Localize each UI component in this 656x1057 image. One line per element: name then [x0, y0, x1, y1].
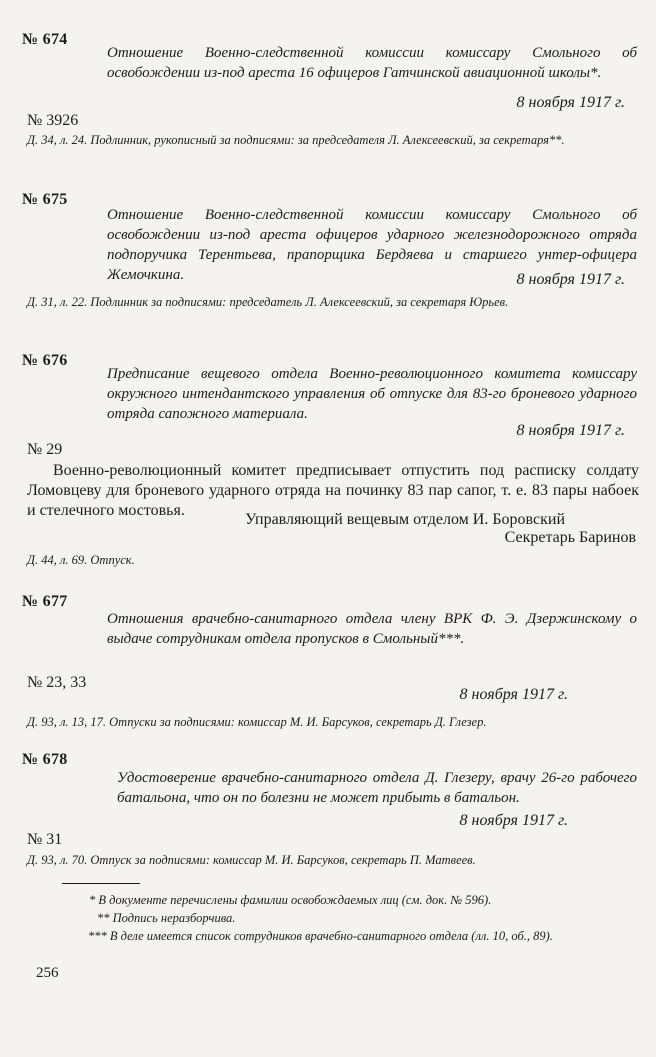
doc-674-outgoing-number: № 3926 [27, 112, 79, 129]
page-number: 256 [36, 965, 59, 981]
footnote-divider [62, 883, 140, 884]
doc-676-signature-secretary: Секретарь Баринов [504, 529, 636, 546]
doc-676-outgoing-number: № 29 [27, 441, 63, 458]
doc-675-date: 8 ноября 1917 г. [516, 271, 625, 288]
doc-675-archive-note: Д. 31, л. 22. Подлинник за подписями: председатель Л. Алексеевский, за секретаря Юрьев. [27, 295, 509, 309]
footnote-2: ** Подпись неразборчива. [97, 911, 236, 925]
doc-678-title: Удостоверение врачебно-санитарного отдела Д. Глезеру, врачу 26-го рабочего батальона, что он по болезни не может прибыть в батальон. [117, 770, 637, 806]
doc-678-archive-note: Д. 93, л. 70. Отпуск за подписями: комиссар М. И. Барсуков, секретарь П. Матвеев. [27, 853, 476, 867]
doc-674-date: 8 ноября 1917 г. [516, 94, 625, 111]
doc-678-date: 8 ноября 1917 г. [459, 812, 568, 829]
doc-678-number: № 678 [22, 751, 68, 768]
doc-677-title: Отношения врачебно-санитарного отдела члену ВРК Ф. Э. Дзержинскому о выдаче сотрудникам отдела пропусков в Смольный***. [107, 611, 637, 647]
doc-677-number: № 677 [22, 593, 68, 610]
doc-674-archive-note: Д. 34, л. 24. Подлинник, рукописный за подписями: за председателя Л. Алексеевский, за секретаря**. [27, 133, 565, 147]
doc-676-archive-note: Д. 44, л. 69. Отпуск. [27, 553, 135, 567]
doc-675-number: № 675 [22, 191, 68, 208]
doc-676-body-text: Военно-революционный комитет предписывает отпустить под расписку солдату Ломовцеву для броневого ударного отряда на починку 83 пар сапог, т. е. 83 пары набоек и стелечного мостовья. [27, 462, 639, 519]
doc-676-signature-manager: Управляющий вещевым отделом И. Боровский [245, 511, 565, 528]
doc-675-title: Отношение Военно-следственной комиссии комиссару Смольного об освобождении из-под ареста офицеров ударного железнодорожного отряда подпоручика Терентьева, прапорщика Бердяева и старшего унтер-офицера Жемочкина. [107, 207, 637, 283]
doc-674-title: Отношение Военно-следственной комиссии комиссару Смольного об освобождении из-под ареста 16 офицеров Гатчинской авиационной школы*. [107, 45, 637, 81]
footnote-3: *** В деле имеется список сотрудников врачебно-санитарного отдела (лл. 10, об., 89). [88, 929, 553, 943]
doc-676-number: № 676 [22, 352, 68, 369]
doc-676-title: Предписание вещевого отдела Военно-революционного комитета комиссару окружного интендантского управления об отпуске для 83-го броневого ударного отряда сапожного материала. [107, 366, 637, 422]
doc-677-archive-note: Д. 93, л. 13, 17. Отпуски за подписями: комиссар М. И. Барсуков, секретарь Д. Глезер. [27, 715, 487, 729]
doc-674-number: № 674 [22, 31, 68, 48]
doc-677-date: 8 ноября 1917 г. [459, 686, 568, 703]
doc-676-date: 8 ноября 1917 г. [516, 422, 625, 439]
footnote-1: * В документе перечислены фамилии освобождаемых лиц (см. док. № 596). [89, 893, 492, 907]
doc-677-outgoing-number: № 23, 33 [27, 674, 87, 691]
doc-678-outgoing-number: № 31 [27, 831, 63, 848]
